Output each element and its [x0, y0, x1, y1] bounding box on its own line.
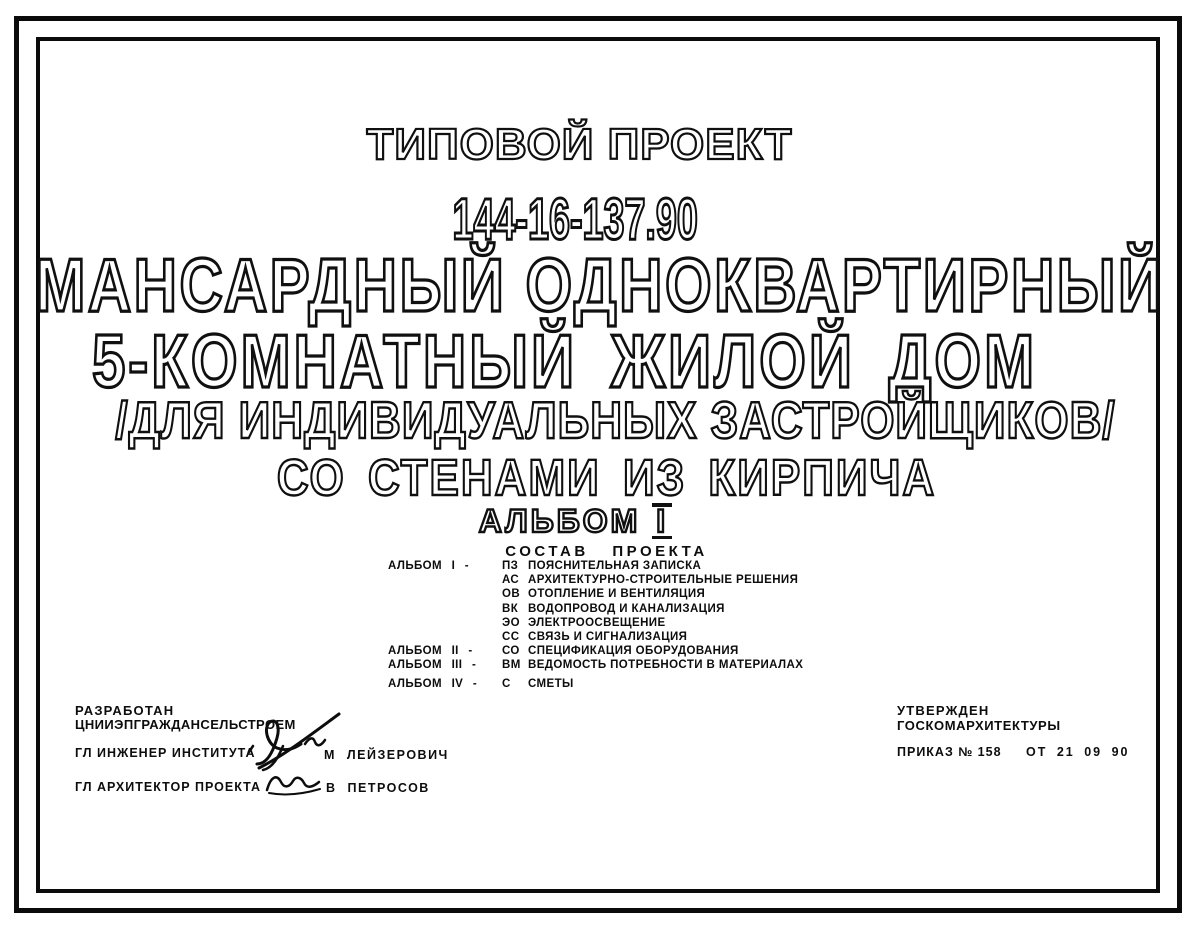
composition-row [388, 616, 803, 630]
title-cell: ВОДОПРОВОД И КАНАЛИЗАЦИЯ [528, 602, 725, 615]
chief-engineer-signature [243, 706, 343, 772]
composition-row [388, 658, 803, 672]
album-cell [388, 587, 502, 601]
chief-engineer-name: М ЛЕЙЗЕРОВИЧ [324, 748, 449, 762]
chief-engineer-role: ГЛ ИНЖЕНЕР ИНСТИТУТА [75, 746, 256, 760]
composition-row [388, 630, 803, 644]
approval-authority: ГОСКОМАРХИТЕКТУРЫ [897, 718, 1061, 733]
code-cell: С [502, 677, 511, 690]
album-cell [388, 630, 502, 644]
code-cell: ЭО [502, 616, 520, 629]
chief-architect-role: ГЛ АРХИТЕКТОР ПРОЕКТА [75, 780, 262, 794]
code-cell: ВК [502, 602, 519, 615]
developer-status: РАЗРАБОТАН [75, 703, 175, 718]
project-subtitle-line2: СО СТЕНАМИ ИЗ КИРПИЧА [276, 450, 937, 507]
album-cell: АЛЬБОМ II - [388, 645, 473, 658]
album-cell: АЛЬБОМ III - [388, 659, 477, 672]
project-title-line1: МАНСАРДНЫЙ ОДНОКВАРТИРНЫЙ [35, 243, 1164, 327]
album-cell: АЛЬБОМ IV - [388, 677, 478, 690]
code-cell: СС [502, 631, 520, 644]
album-cell [388, 602, 502, 616]
title-cell: АРХИТЕКТУРНО-СТРОИТЕЛЬНЫЕ РЕШЕНИЯ [528, 574, 799, 587]
project-title-line2: 5-КОМНАТНЫЙ ЖИЛОЙ ДОМ [91, 319, 1038, 403]
code-cell: АС [502, 574, 520, 587]
composition-table [388, 559, 803, 691]
composition-row [388, 644, 803, 658]
title-cell: СВЯЗЬ И СИГНАЛИЗАЦИЯ [528, 631, 688, 644]
album-numeral: I [652, 503, 672, 539]
title-cell: ОТОПЛЕНИЕ И ВЕНТИЛЯЦИЯ [528, 588, 706, 601]
title-cell: ПОЯСНИТЕЛЬНАЯ ЗАПИСКА [528, 560, 702, 572]
title-cell: СПЕЦИФИКАЦИЯ ОБОРУДОВАНИЯ [528, 645, 739, 658]
album-cell [388, 573, 502, 587]
approval-date: ОТ 21 09 90 [1026, 745, 1130, 759]
album-label: АЛЬБОМ [478, 503, 641, 539]
code-cell: ОВ [502, 588, 521, 601]
album-cell: АЛЬБОМ I - [388, 560, 469, 572]
title-cell: СМЕТЫ [528, 677, 574, 690]
composition-row [388, 587, 803, 601]
chief-architect-name: В ПЕТРОСОВ [326, 781, 430, 795]
project-kind-title: ТИПОВОЙ ПРОЕКТ [366, 120, 793, 169]
album-cell [388, 616, 502, 630]
composition-heading: СОСТАВ ПРОЕКТА [505, 543, 708, 560]
code-cell: СО [502, 645, 520, 658]
title-cell: ВЕДОМОСТЬ ПОТРЕБНОСТИ В МАТЕРИАЛАХ [528, 659, 804, 672]
album-title [0, 503, 1193, 540]
developer-organization: ЦНИИЭПГРАЖДАНСЕЛЬСТРОЕМ [75, 717, 296, 732]
approval-order: ПРИКАЗ № 158 [897, 745, 1002, 759]
project-subtitle-line1: /ДЛЯ ИНДИВИДУАЛЬНЫХ ЗАСТРОЙЩИКОВ/ [115, 392, 1116, 450]
title-cell: ЭЛЕКТРООСВЕЩЕНИЕ [528, 616, 666, 629]
code-cell: ПЗ [502, 560, 519, 572]
chief-architect-signature [263, 772, 323, 796]
composition-row [388, 602, 803, 616]
code-cell: ВМ [502, 659, 521, 672]
composition-row [388, 677, 803, 691]
approval-status: УТВЕРЖДЕН [897, 703, 990, 718]
project-number: 144-16-137.90 [452, 185, 698, 252]
composition-row [388, 573, 803, 587]
composition-row [388, 559, 803, 573]
